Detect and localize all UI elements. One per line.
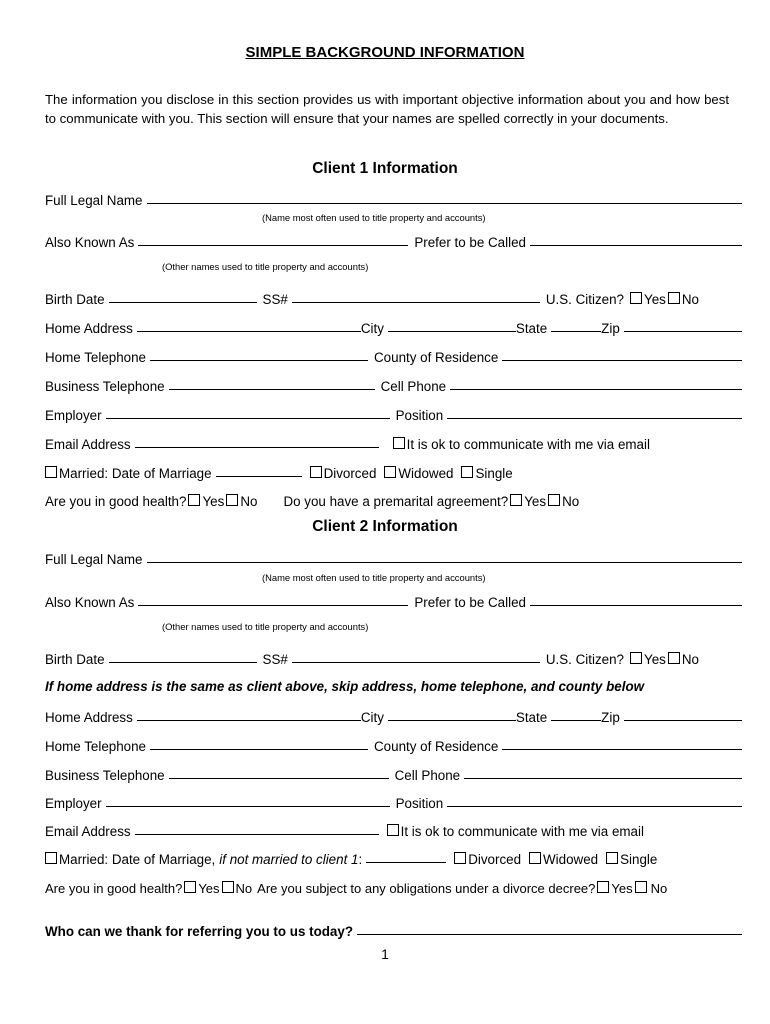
c2-zip-field[interactable] — [624, 720, 742, 721]
c2-prefer-called-field[interactable] — [530, 605, 742, 606]
c1-business-phone-row: Business Telephone Cell Phone — [45, 374, 742, 394]
c1-home-telephone-field[interactable] — [150, 360, 368, 361]
c2-health-row: Are you in good health? Yes No Are you subject to any obligations under a divorce decree? Yes No — [45, 881, 668, 896]
c2-position-field[interactable] — [447, 806, 742, 807]
c2-email-row: Email Address It is ok to communicate with me via email — [45, 824, 644, 839]
c1-state-field[interactable] — [551, 331, 601, 332]
c2-single-checkbox[interactable] — [606, 852, 618, 864]
c2-decree-no-checkbox[interactable] — [635, 881, 647, 893]
c1-prefer-called-field[interactable] — [530, 245, 742, 246]
c2-widowed-checkbox[interactable] — [529, 852, 541, 864]
page-number: 1 — [381, 946, 389, 962]
c2-home-address-field[interactable] — [137, 720, 361, 721]
referral-row: Who can we thank for referring you to us today? — [45, 919, 742, 939]
c1-aka-field[interactable] — [138, 245, 408, 246]
c1-county-field[interactable] — [502, 360, 742, 361]
c1-other-names-note: (Other names used to title property and accounts) — [162, 261, 369, 272]
c2-name-note: (Name most often used to title property and accounts) — [262, 572, 486, 583]
c2-divorced-checkbox[interactable] — [454, 852, 466, 864]
c1-health-no-checkbox[interactable] — [226, 494, 238, 506]
c1-full-name-row: Full Legal Name — [45, 188, 742, 208]
c2-cell-phone-field[interactable] — [464, 778, 742, 779]
c2-county-field[interactable] — [502, 749, 742, 750]
c2-health-yes-checkbox[interactable] — [184, 881, 196, 893]
c2-citizen-no-checkbox[interactable] — [668, 652, 680, 664]
form-title: SIMPLE BACKGROUND INFORMATION — [245, 44, 525, 61]
c1-citizen-yes-checkbox[interactable] — [630, 292, 642, 304]
c2-health-no-checkbox[interactable] — [222, 881, 234, 893]
c1-zip-field[interactable] — [624, 331, 742, 332]
client1-heading: Client 1 Information — [312, 160, 458, 177]
c1-email-ok-checkbox[interactable] — [393, 437, 405, 449]
c1-health-row: Are you in good health? Yes No Do you have a premarital agreement? Yes No — [45, 494, 580, 509]
c1-home-phone-row: Home Telephone County of Residence — [45, 345, 742, 365]
c1-married-checkbox[interactable] — [45, 466, 57, 478]
c1-citizen-no-checkbox[interactable] — [668, 292, 680, 304]
c2-other-names-note: (Other names used to title property and accounts) — [162, 621, 369, 632]
c1-marriage-date-field[interactable] — [216, 476, 302, 477]
c1-email-field[interactable] — [135, 447, 379, 448]
c1-premarital-yes-checkbox[interactable] — [510, 494, 522, 506]
c2-skip-note: If home address is the same as client above, skip address, home telephone, and county below — [45, 679, 645, 694]
c1-single-checkbox[interactable] — [461, 466, 473, 478]
c1-city-field[interactable] — [388, 331, 516, 332]
c2-business-phone-row: Business Telephone Cell Phone — [45, 763, 742, 783]
c1-name-note: (Name most often used to title property and accounts) — [262, 212, 486, 223]
c2-birth-date-field[interactable] — [109, 662, 257, 663]
referral-field[interactable] — [357, 934, 742, 935]
c1-divorced-checkbox[interactable] — [310, 466, 322, 478]
c2-ssn-field[interactable] — [292, 662, 540, 663]
c2-state-field[interactable] — [551, 720, 601, 721]
c1-health-yes-checkbox[interactable] — [188, 494, 200, 506]
c1-business-telephone-field[interactable] — [169, 389, 375, 390]
c2-email-ok-checkbox[interactable] — [387, 824, 399, 836]
c2-married-checkbox[interactable] — [45, 852, 57, 864]
c2-city-field[interactable] — [388, 720, 516, 721]
c2-full-name-field[interactable] — [147, 562, 742, 563]
c2-decree-yes-checkbox[interactable] — [597, 881, 609, 893]
c2-marital-row: Married: Date of Marriage, if not married to client 1 : Divorced Widowed Single — [45, 847, 760, 867]
c1-email-row: Email Address It is ok to communicate with me via email — [45, 437, 650, 452]
c1-address-row: Home Address City State Zip — [45, 316, 742, 336]
c2-email-field[interactable] — [135, 834, 379, 835]
c1-ssn-field[interactable] — [292, 302, 540, 303]
c2-birth-row: Birth Date SS# U.S. Citizen? Yes No — [45, 652, 699, 667]
c2-aka-row: Also Known As Prefer to be Called — [45, 590, 742, 610]
c2-aka-field[interactable] — [138, 605, 408, 606]
intro-paragraph: The information you disclose in this section provides us with important objective information about you and how best to communicate with you. This section will ensure that your names are spelled correctly in your documents. — [45, 92, 729, 126]
c2-address-row: Home Address City State Zip — [45, 705, 742, 725]
c2-home-telephone-field[interactable] — [150, 749, 368, 750]
c1-birth-row: Birth Date SS# U.S. Citizen? Yes No — [45, 292, 699, 307]
c1-home-address-field[interactable] — [137, 331, 361, 332]
c1-position-field[interactable] — [447, 418, 742, 419]
client2-heading: Client 2 Information — [312, 518, 458, 535]
c2-employer-row: Employer Position — [45, 791, 742, 811]
c1-marital-row: Married: Date of Marriage Divorced Widowed Single — [45, 461, 742, 481]
c2-home-phone-row: Home Telephone County of Residence — [45, 734, 742, 754]
c2-full-name-row: Full Legal Name — [45, 547, 742, 567]
c1-cell-phone-field[interactable] — [450, 389, 742, 390]
c1-aka-row: Also Known As Prefer to be Called — [45, 230, 742, 250]
c1-full-name-field[interactable] — [147, 203, 742, 204]
c1-birth-date-field[interactable] — [109, 302, 257, 303]
c2-business-telephone-field[interactable] — [169, 778, 389, 779]
c2-marriage-date-field[interactable] — [366, 862, 446, 863]
c2-employer-field[interactable] — [106, 806, 390, 807]
c2-citizen-yes-checkbox[interactable] — [630, 652, 642, 664]
c1-employer-row: Employer Position — [45, 403, 742, 423]
c1-premarital-no-checkbox[interactable] — [548, 494, 560, 506]
c1-widowed-checkbox[interactable] — [384, 466, 396, 478]
c1-employer-field[interactable] — [106, 418, 390, 419]
